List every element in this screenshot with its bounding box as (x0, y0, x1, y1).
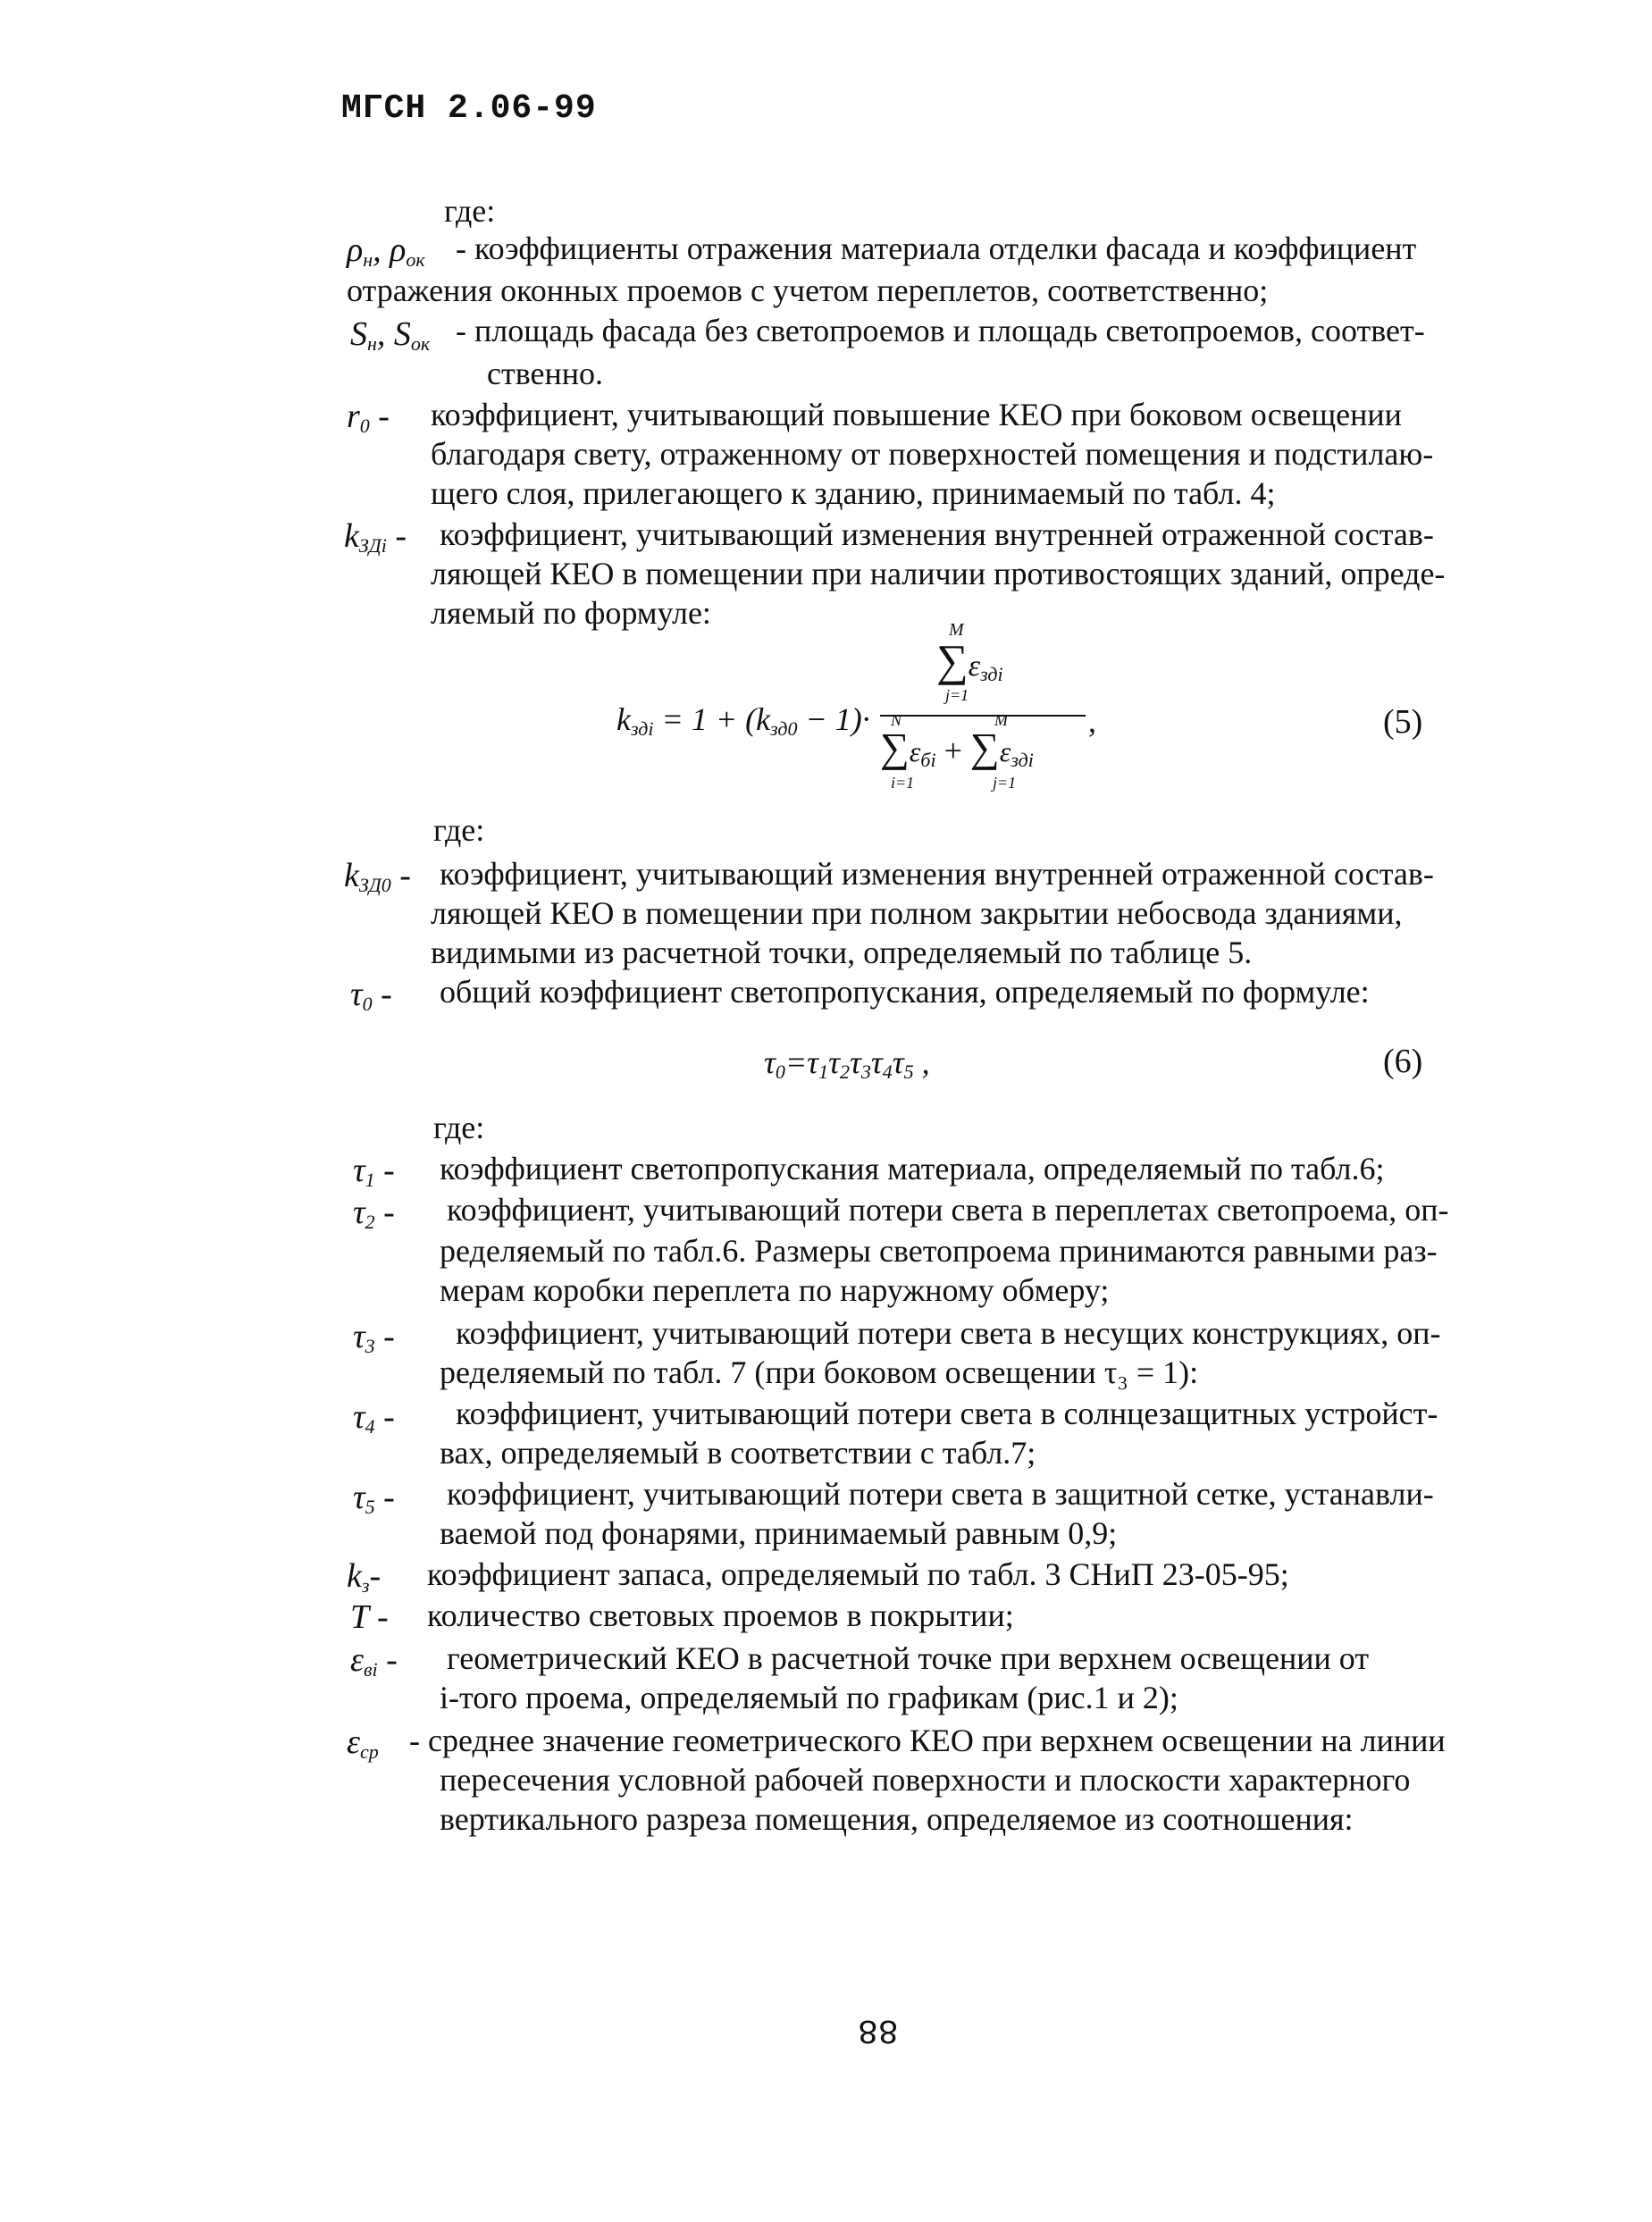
where-label-3: где: (433, 1110, 485, 1145)
t-count-symbol: T - (350, 1598, 389, 1636)
tau3-definition-1: коэффициент, учитывающий потери света в несущих конструкциях, оп- (456, 1315, 1441, 1351)
formula-5-number: (5) (1383, 703, 1423, 741)
tau2-definition-2: ределяемый по табл.6. Размеры светопроема принимаются равными раз- (440, 1233, 1438, 1269)
rho-symbols: $\rho_н$, $\rho_{ок}$ (347, 231, 425, 271)
kzd-definition-3: ляемый по формуле: (431, 595, 711, 631)
tau2-definition-1: коэффициент, учитывающий потери света в переплетах светопроема, оп- (447, 1192, 1449, 1228)
page-number: 88 (858, 2010, 899, 2049)
formula-5-denominator: N $\sum\varepsilon_{бi}$ + M $\sum\varepsilon_{здi}$ i=1 j=1 (880, 711, 1034, 792)
r0-definition-1: коэффициент, учитывающий повышение КЕО при боковом освещении (431, 397, 1402, 432)
eps-cp-definition-3: вертикального разреза помещения, определяемое из соотношения: (440, 1801, 1354, 1837)
r0-symbol: $r_0$ - (347, 398, 390, 437)
formula-5-fraction-bar (880, 715, 1086, 717)
kzd0-definition-2: ляющей КЕО в помещении при полном закрытии небосвода зданиями, (431, 895, 1403, 931)
formula-5-lhs: $k_{здi} = 1 + (k_{зд0} - 1)\cdot$ (616, 701, 870, 740)
formula-5-numerator: M $\sum\varepsilon_{здi}$ j=1 (936, 620, 1003, 704)
r0-definition-3: щего слоя, прилегающего к зданию, принимаемый по табл. 4; (431, 475, 1276, 511)
kzd0-definition-1: коэффициент, учитывающий изменения внутренней отраженной состав- (440, 856, 1434, 892)
tau3-definition-2: ределяемый по табл. 7 (при боковом освещении τ₃ = 1): (440, 1354, 1199, 1390)
s-definition-cont: ственно. (487, 356, 604, 391)
eps-bi-definition-2: i-того проема, определяемый по графикам (рис.1 и 2); (440, 1680, 1178, 1715)
tau3-symbol: $\tau_3$ - (353, 1318, 395, 1357)
tau4-definition-1: коэффициент, учитывающий потери света в солнцезащитных устройст- (456, 1396, 1438, 1431)
formula-5-comma: , (1088, 703, 1096, 739)
eps-cp-definition-1: - среднее значение геометрического КЕО при верхнем освещении на линии (409, 1723, 1446, 1758)
tau1-definition: коэффициент светопропускания материала, определяемый по табл.6; (440, 1151, 1385, 1186)
kzd-symbol: $k_{ЗДi}$ - (344, 517, 407, 557)
eps-cp-definition-2: пересечения условной рабочей поверхности и плоскости характерного (440, 1762, 1411, 1798)
eps-cp-symbol: $\varepsilon_{ср}$ (347, 1723, 379, 1763)
formula-6: $\tau_0=\tau_1\tau_2\tau_3\tau_4\tau_5$ , (764, 1044, 930, 1083)
where-label: где: (444, 193, 496, 229)
eps-bi-symbol: $\varepsilon_{вi}$ - (350, 1641, 398, 1681)
rho-definition-cont: отражения оконных проемов с учетом переплетов, соответственно; (347, 273, 1269, 308)
tau5-definition-1: коэффициент, учитывающий потери света в защитной сетке, устанавли- (447, 1476, 1434, 1512)
kzd0-definition-3: видимыми из расчетной точки, определяемый по таблице 5. (431, 935, 1253, 970)
kzd0-symbol: $k_{ЗД0}$ - (344, 857, 411, 896)
t-count-definition: количество световых проемов в покрытии; (427, 1597, 1014, 1633)
kzd-definition-1: коэффициент, учитывающий изменения внутренней отраженной состав- (440, 516, 1434, 552)
kzd-definition-2: ляющей КЕО в помещении при наличии противостоящих зданий, опреде- (431, 556, 1446, 591)
tau0-symbol: $\tau_0$ - (350, 976, 392, 1015)
eps-bi-definition-1: геометрический КЕО в расчетной точке при верхнем освещении от (447, 1640, 1370, 1676)
s-definition: - площадь фасада без светопроемов и площадь светопроемов, соответ- (456, 313, 1425, 348)
tau2-symbol: $\tau_2$ - (353, 1194, 395, 1233)
tau4-definition-2: вах, определяемый в соответствии с табл.7; (440, 1435, 1036, 1471)
formula-6-number: (6) (1383, 1043, 1423, 1080)
tau5-definition-2: ваемой под фонарями, принимаемый равным 0,9; (440, 1515, 1118, 1551)
document-header: МГСН 2.06-99 (341, 89, 597, 128)
tau1-symbol: $\tau_1$ - (353, 1152, 395, 1191)
tau4-symbol: $\tau_4$ - (353, 1398, 395, 1438)
tau0-definition: общий коэффициент светопропускания, определяемый по формуле: (440, 974, 1370, 1010)
s-symbols: $S_н$, $S_{ок}$ (350, 315, 431, 355)
tau5-symbol: $\tau_5$ - (353, 1479, 395, 1518)
tau2-definition-3: мерам коробки переплета по наружному обмеру; (440, 1272, 1110, 1308)
kz-definition: коэффициент запаса, определяемый по табл. 3 СНиП 23-05-95; (427, 1556, 1289, 1592)
kz-symbol: $k_з-$ (347, 1557, 382, 1597)
where-label-2: где: (433, 812, 485, 848)
r0-definition-2: благодаря свету, отраженному от поверхностей помещения и подстилаю- (431, 436, 1434, 472)
rho-definition: - коэффициенты отражения материала отделки фасада и коэффициент (456, 231, 1417, 266)
